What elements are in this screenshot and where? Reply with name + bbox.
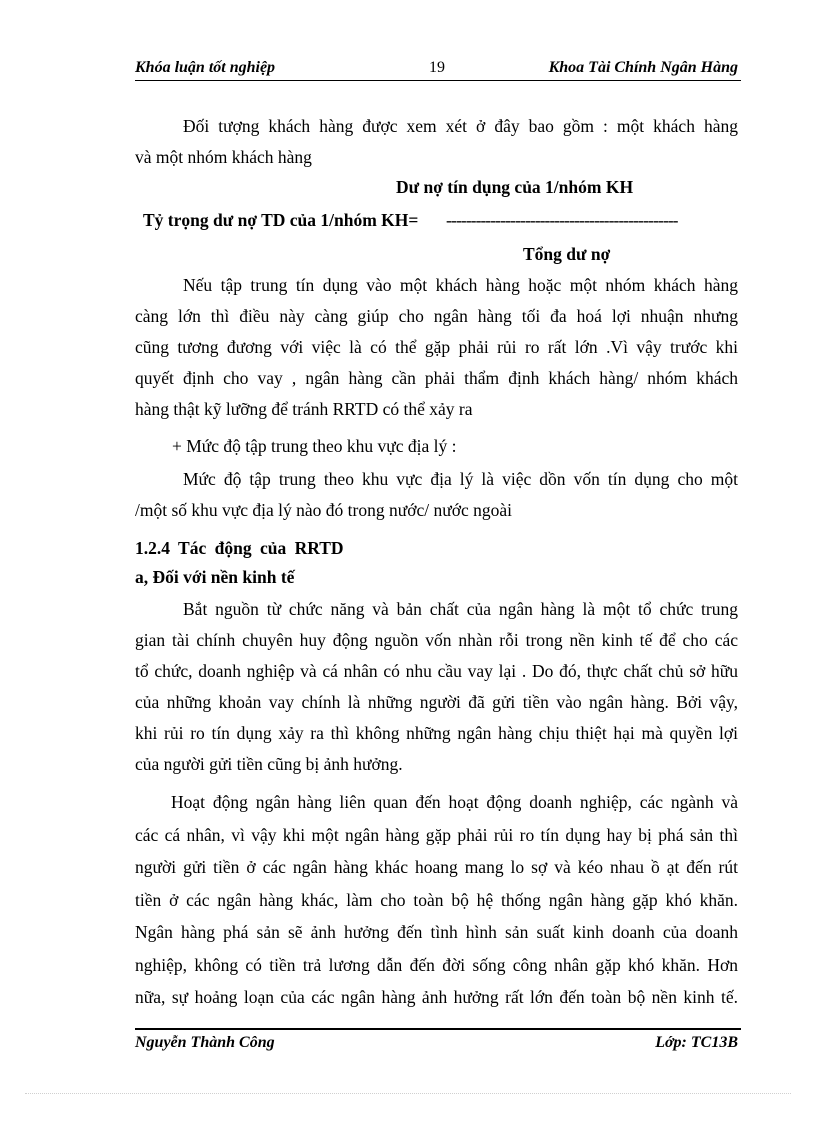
footer-rule [135,1028,741,1030]
paragraph-economy-impact [135,594,738,780]
text-line: Hoạt động ngân hàng liên quan đến hoạt động doanh nghiệp, các ngành và [171,792,738,812]
page-number: 19 [429,59,445,76]
text-line: Đối tượng khách hàng được xem xét ở đây bao gồm : một khách hàng [183,116,738,136]
text-line: Bắt nguồn từ chức năng và bản chất của ngân hàng là một tổ chức trung [183,599,738,619]
paragraph-geographic [135,464,738,526]
page-bottom-border [25,1093,791,1094]
header-rule [135,80,741,81]
bullet-geographic: + Mức độ tập trung theo khu vực địa lý : [172,436,457,456]
footer-author: Nguyễn Thành Công [135,1034,275,1051]
text-line: càng lớn thì điều này càng giúp cho ngân hàng tối đa hoá lợi nhuận nhưng [135,306,738,326]
text-line: tiền ở các ngân hàng khác, làm cho toàn bộ hệ thống ngân hàng gặp khó khăn. [135,889,738,910]
formula-numerator: Dư nợ tín dụng của 1/nhóm KH [396,177,634,197]
intro-paragraph [135,111,738,173]
text-line: Mức độ tập trung theo khu vực địa lý là việc dồn vốn tín dụng cho một [183,469,738,489]
text-line: khi rủi ro tín dụng xảy ra thì không những ngân hàng chịu thiệt hại mà quyền lợi [135,723,738,743]
text-line: tổ chức, doanh nghiệp và cá nhân có nhu cầu vay lại . Do đó, thực chất chủ sở hữu [135,661,738,681]
text-line: các cá nhân, vì vậy khi một ngân hàng gặp phải rủi ro tín dụng hay bị phá sản thì [135,824,738,845]
formula-fraction-line: ----------------------------------------------- [446,210,678,230]
paragraph-concentration-customer [135,270,738,425]
text-line: Nếu tập trung tín dụng vào một khách hàng hoặc một nhóm khách hàng [183,275,738,295]
footer-class: Lớp: TC13B [655,1034,738,1051]
text-line: người gửi tiền ở các ngân hàng khác hoang mang lo sợ và kéo nhau ồ ạt đến rút [135,857,738,877]
header-right: Khoa Tài Chính Ngân Hàng [548,59,738,76]
text-line: và một nhóm khách hàng [135,147,312,167]
paragraph-banking-system [135,786,738,1014]
text-line: cũng tương đương với việc là có thể gặp phải rủi ro rất lớn .Vì vậy trước khi [135,337,738,357]
text-line: của người gửi tiền cũng bị ảnh hưởng. [135,754,403,774]
text-line: hàng thật kỹ lưỡng để tránh RRTD có thể xảy ra [135,399,473,419]
subsection-heading: a, Đối với nền kinh tế [135,567,295,587]
text-line: nghiệp, không có tiền trả lương dẫn đến đời sống công nhân gặp khó khăn. Hơn [135,954,738,975]
text-line: Ngân hàng phá sản sẽ ảnh hưởng đến tình hình sản suất kinh doanh của doanh [135,922,738,942]
text-line: quyết định cho vay , ngân hàng cần phải thẩm định khách hàng/ nhóm khách [135,368,738,388]
formula-denominator: Tổng dư nợ [523,244,611,264]
text-line: của những khoản vay chính là những người đã gửi tiền vào ngân hàng. Bởi vậy, [135,692,738,712]
header-left: Khóa luận tốt nghiệp [135,59,276,76]
formula-label: Tỷ trọng dư nợ TD của 1/nhóm KH= [143,210,419,230]
text-line: /một số khu vực địa lý nào đó trong nước/ nước ngoài [135,500,512,520]
text-line: nữa, sự hoảng loạn của các ngân hàng ảnh hưởng rất lớn đến toàn bộ nền kinh tế. [135,987,738,1007]
section-heading: 1.2.4 Tác động của RRTD [135,538,344,558]
text-line: gian tài chính chuyên huy động nguồn vốn nhàn rỗi trong nền kinh tế để cho các [135,630,738,650]
